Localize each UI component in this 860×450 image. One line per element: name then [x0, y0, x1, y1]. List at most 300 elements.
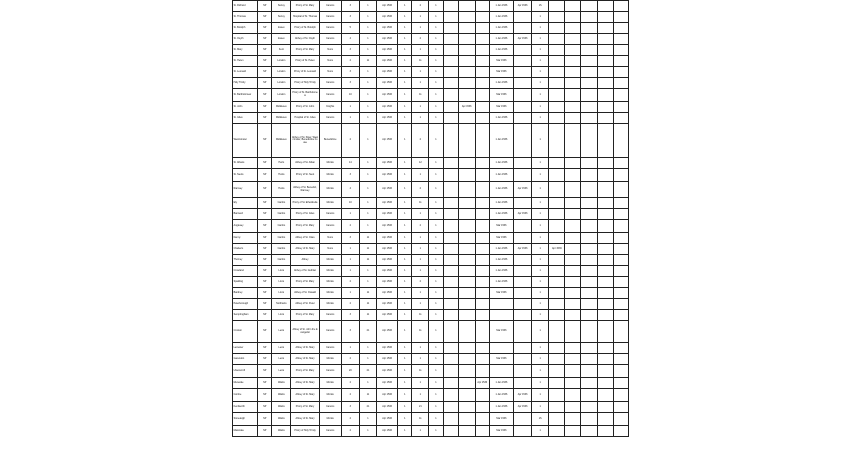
table-cell[interactable]: 11: [412, 198, 429, 209]
table-cell[interactable]: [443, 413, 458, 426]
table-cell[interactable]: [458, 233, 475, 244]
table-cell[interactable]: 1: [412, 78, 429, 89]
table-cell[interactable]: [443, 343, 458, 354]
table-cell[interactable]: 1: [412, 45, 429, 56]
table-cell[interactable]: Abbey of St. Mary: [291, 244, 319, 255]
table-cell[interactable]: [458, 209, 475, 220]
table-cell[interactable]: 1 Jan 1536: [489, 45, 513, 56]
table-cell[interactable]: [443, 321, 458, 343]
table-cell[interactable]: 1: [429, 389, 443, 402]
table-cell[interactable]: [565, 1, 581, 12]
table-cell[interactable]: Apr 1536: [475, 378, 489, 389]
table-cell[interactable]: 1: [359, 354, 376, 365]
table-cell[interactable]: [597, 378, 613, 389]
table-cell[interactable]: [613, 56, 628, 67]
table-cell[interactable]: [613, 113, 628, 124]
table-cell[interactable]: 1: [412, 266, 429, 277]
table-cell[interactable]: [475, 1, 489, 12]
table-cell[interactable]: 1: [532, 220, 549, 233]
table-cell[interactable]: 1: [429, 299, 443, 310]
table-cell[interactable]: [549, 402, 565, 413]
table-cell[interactable]: Benedictine: [319, 124, 341, 158]
table-cell[interactable]: Apr 1536: [377, 389, 398, 402]
table-cell[interactable]: [613, 244, 628, 255]
table-cell[interactable]: Ramsey: [233, 182, 258, 198]
table-cell[interactable]: [475, 343, 489, 354]
table-cell[interactable]: SP: [258, 288, 272, 299]
table-cell[interactable]: [613, 426, 628, 437]
table-cell[interactable]: 11: [412, 89, 429, 102]
table-cell[interactable]: 1: [359, 426, 376, 437]
table-cell[interactable]: Abbey of St. Oswald: [291, 288, 319, 299]
table-cell[interactable]: SP: [258, 233, 272, 244]
table-cell[interactable]: 1: [429, 1, 443, 12]
table-cell[interactable]: 1: [359, 277, 376, 288]
table-cell[interactable]: Mar 1536: [489, 288, 513, 299]
table-cell[interactable]: 1: [398, 1, 412, 12]
table-cell[interactable]: Apr 1536: [377, 78, 398, 89]
table-cell[interactable]: [597, 321, 613, 343]
table-cell[interactable]: [475, 78, 489, 89]
table-cell[interactable]: 1: [398, 255, 412, 266]
table-cell[interactable]: [514, 67, 532, 78]
table-cell[interactable]: [443, 102, 458, 113]
table-cell[interactable]: [597, 354, 613, 365]
table-cell[interactable]: Canons: [319, 321, 341, 343]
table-cell[interactable]: [581, 182, 597, 198]
table-cell[interactable]: [458, 413, 475, 426]
table-cell[interactable]: Monks: [319, 266, 341, 277]
table-cell[interactable]: 11: [412, 56, 429, 67]
table-cell[interactable]: 1: [412, 113, 429, 124]
table-cell[interactable]: 1: [532, 34, 549, 45]
table-cell[interactable]: Holy Trinity: [233, 78, 258, 89]
table-cell[interactable]: [443, 310, 458, 321]
table-cell[interactable]: [581, 56, 597, 67]
table-cell[interactable]: [597, 277, 613, 288]
table-cell[interactable]: Apr 1536: [377, 354, 398, 365]
table-cell[interactable]: [597, 182, 613, 198]
table-cell[interactable]: [549, 299, 565, 310]
table-cell[interactable]: Lincs: [272, 266, 291, 277]
table-cell[interactable]: [565, 113, 581, 124]
table-cell[interactable]: St. Richard: [233, 1, 258, 12]
table-cell[interactable]: [549, 102, 565, 113]
table-cell[interactable]: SP: [258, 158, 272, 169]
table-cell[interactable]: [597, 102, 613, 113]
table-cell[interactable]: [565, 233, 581, 244]
table-cell[interactable]: 1: [359, 158, 376, 169]
table-cell[interactable]: 2: [341, 124, 359, 158]
table-cell[interactable]: Monks: [319, 389, 341, 402]
table-cell[interactable]: [581, 378, 597, 389]
table-cell[interactable]: [549, 182, 565, 198]
table-cell[interactable]: 1: [429, 255, 443, 266]
table-cell[interactable]: 1 Jan 1536: [489, 124, 513, 158]
table-cell[interactable]: Priory of St. John: [291, 102, 319, 113]
table-cell[interactable]: Lincs: [272, 277, 291, 288]
table-cell[interactable]: 11: [359, 389, 376, 402]
table-cell[interactable]: Apr 1536: [377, 198, 398, 209]
table-cell[interactable]: [581, 23, 597, 34]
table-cell[interactable]: Canons: [319, 78, 341, 89]
table-cell[interactable]: 11: [359, 310, 376, 321]
table-cell[interactable]: 11: [359, 244, 376, 255]
table-cell[interactable]: SP: [258, 56, 272, 67]
table-cell[interactable]: [597, 34, 613, 45]
table-cell[interactable]: [613, 299, 628, 310]
table-cell[interactable]: Priory of St. Giles: [291, 209, 319, 220]
table-cell[interactable]: 1: [398, 426, 412, 437]
table-cell[interactable]: 20: [341, 365, 359, 378]
table-cell[interactable]: 1: [429, 233, 443, 244]
table-cell[interactable]: Merevale: [233, 378, 258, 389]
table-cell[interactable]: [565, 56, 581, 67]
table-cell[interactable]: Canons: [319, 402, 341, 413]
table-cell[interactable]: [458, 389, 475, 402]
table-cell[interactable]: [565, 67, 581, 78]
table-cell[interactable]: 1 Jan 1536: [489, 158, 513, 169]
table-cell[interactable]: 1: [412, 233, 429, 244]
table-cell[interactable]: 1: [429, 244, 443, 255]
table-cell[interactable]: 1: [398, 182, 412, 198]
table-cell[interactable]: [613, 365, 628, 378]
table-cell[interactable]: SP: [258, 169, 272, 182]
table-cell[interactable]: [581, 255, 597, 266]
table-cell[interactable]: [475, 89, 489, 102]
table-cell[interactable]: [489, 343, 513, 354]
table-cell[interactable]: [443, 402, 458, 413]
table-cell[interactable]: 1: [429, 321, 443, 343]
table-cell[interactable]: [475, 354, 489, 365]
table-cell[interactable]: [565, 288, 581, 299]
table-cell[interactable]: Apr 1536: [377, 255, 398, 266]
table-cell[interactable]: [514, 310, 532, 321]
table-cell[interactable]: [565, 158, 581, 169]
table-cell[interactable]: [565, 310, 581, 321]
table-cell[interactable]: [549, 233, 565, 244]
table-cell[interactable]: [565, 102, 581, 113]
table-cell[interactable]: [443, 45, 458, 56]
table-cell[interactable]: Knights: [319, 102, 341, 113]
table-cell[interactable]: [613, 288, 628, 299]
table-cell[interactable]: [549, 220, 565, 233]
table-cell[interactable]: 1: [412, 299, 429, 310]
table-cell[interactable]: 1: [532, 426, 549, 437]
table-cell[interactable]: [443, 426, 458, 437]
table-cell[interactable]: 1: [359, 89, 376, 102]
table-cell[interactable]: Mar 1536: [489, 354, 513, 365]
table-cell[interactable]: [458, 244, 475, 255]
table-cell[interactable]: 1: [532, 67, 549, 78]
table-cell[interactable]: [581, 89, 597, 102]
table-cell[interactable]: 3: [341, 310, 359, 321]
table-cell[interactable]: SP: [258, 378, 272, 389]
table-cell[interactable]: [581, 67, 597, 78]
table-cell[interactable]: 1: [359, 12, 376, 23]
table-cell[interactable]: 11: [359, 255, 376, 266]
table-cell[interactable]: SP: [258, 124, 272, 158]
table-cell[interactable]: [458, 426, 475, 437]
table-cell[interactable]: 1: [429, 124, 443, 158]
table-cell[interactable]: Apr 1536: [377, 169, 398, 182]
table-cell[interactable]: Apr 1536: [377, 266, 398, 277]
table-cell[interactable]: [565, 277, 581, 288]
table-cell[interactable]: [475, 56, 489, 67]
table-cell[interactable]: Apr 1536: [377, 402, 398, 413]
table-cell[interactable]: [549, 365, 565, 378]
table-cell[interactable]: 1: [412, 12, 429, 23]
table-cell[interactable]: [549, 343, 565, 354]
table-cell[interactable]: [565, 299, 581, 310]
table-cell[interactable]: Nuns: [319, 56, 341, 67]
table-cell[interactable]: [581, 244, 597, 255]
table-cell[interactable]: [565, 169, 581, 182]
table-cell[interactable]: 11: [359, 299, 376, 310]
table-cell[interactable]: [597, 266, 613, 277]
table-cell[interactable]: [475, 389, 489, 402]
table-cell[interactable]: Cambs: [272, 198, 291, 209]
table-cell[interactable]: Middlesex: [272, 124, 291, 158]
table-cell[interactable]: [565, 124, 581, 158]
table-cell[interactable]: Abbey of St. Clare: [291, 233, 319, 244]
table-cell[interactable]: [458, 1, 475, 12]
table-cell[interactable]: 1: [398, 233, 412, 244]
table-cell[interactable]: Hunts: [272, 169, 291, 182]
table-cell[interactable]: Barnwell: [233, 209, 258, 220]
table-cell[interactable]: [613, 78, 628, 89]
table-cell[interactable]: 4: [341, 182, 359, 198]
table-cell[interactable]: Priory of St. Botolph: [291, 23, 319, 34]
table-cell[interactable]: [597, 113, 613, 124]
table-cell[interactable]: 1: [532, 56, 549, 67]
table-cell[interactable]: Apr 1536: [549, 244, 565, 255]
table-cell[interactable]: Nuns: [319, 233, 341, 244]
table-cell[interactable]: 1: [429, 354, 443, 365]
table-cell[interactable]: 1: [429, 78, 443, 89]
table-cell[interactable]: 1: [412, 378, 429, 389]
table-cell[interactable]: Middlesex: [272, 113, 291, 124]
table-cell[interactable]: [565, 45, 581, 56]
table-cell[interactable]: St. Giles: [233, 113, 258, 124]
table-cell[interactable]: [565, 209, 581, 220]
table-cell[interactable]: [458, 113, 475, 124]
table-cell[interactable]: 1: [532, 233, 549, 244]
table-cell[interactable]: 3: [341, 12, 359, 23]
table-cell[interactable]: [443, 182, 458, 198]
table-cell[interactable]: 1: [429, 288, 443, 299]
table-cell[interactable]: [581, 299, 597, 310]
table-cell[interactable]: St. Helen: [233, 56, 258, 67]
table-cell[interactable]: Apr 1536: [377, 299, 398, 310]
table-cell[interactable]: [565, 23, 581, 34]
table-cell[interactable]: [597, 1, 613, 12]
table-cell[interactable]: 1: [398, 378, 412, 389]
table-cell[interactable]: [549, 124, 565, 158]
table-cell[interactable]: SP: [258, 220, 272, 233]
table-cell[interactable]: 2: [341, 389, 359, 402]
table-cell[interactable]: [443, 255, 458, 266]
table-cell[interactable]: 1: [398, 310, 412, 321]
table-cell[interactable]: 1 Jan 1536: [489, 182, 513, 198]
table-cell[interactable]: [581, 198, 597, 209]
table-cell[interactable]: 10: [341, 198, 359, 209]
table-cell[interactable]: [458, 89, 475, 102]
table-cell[interactable]: [514, 255, 532, 266]
table-cell[interactable]: [514, 220, 532, 233]
table-cell[interactable]: [581, 220, 597, 233]
table-cell[interactable]: Apr 1536: [377, 102, 398, 113]
table-cell[interactable]: [597, 233, 613, 244]
table-cell[interactable]: [443, 288, 458, 299]
table-cell[interactable]: 2: [341, 413, 359, 426]
table-cell[interactable]: Warks: [272, 426, 291, 437]
table-cell[interactable]: [581, 113, 597, 124]
table-cell[interactable]: 1: [398, 113, 412, 124]
table-cell[interactable]: [443, 266, 458, 277]
table-cell[interactable]: Abbey of St. Mary: [291, 354, 319, 365]
table-cell[interactable]: 1: [532, 23, 549, 34]
table-cell[interactable]: 11: [359, 56, 376, 67]
table-cell[interactable]: [597, 89, 613, 102]
table-cell[interactable]: 1: [532, 209, 549, 220]
table-cell[interactable]: 2: [412, 34, 429, 45]
table-cell[interactable]: Monks: [319, 198, 341, 209]
table-cell[interactable]: [475, 169, 489, 182]
table-cell[interactable]: [443, 12, 458, 23]
table-cell[interactable]: [443, 389, 458, 402]
table-cell[interactable]: [597, 426, 613, 437]
table-cell[interactable]: [475, 426, 489, 437]
table-cell[interactable]: Priory of St. Etheldreda: [291, 198, 319, 209]
table-cell[interactable]: [581, 158, 597, 169]
table-cell[interactable]: 1: [359, 343, 376, 354]
table-cell[interactable]: Priory of St. Mary: [291, 402, 319, 413]
table-cell[interactable]: Apr 1536: [377, 45, 398, 56]
table-cell[interactable]: [443, 169, 458, 182]
table-cell[interactable]: [549, 354, 565, 365]
table-cell[interactable]: Lincs: [272, 288, 291, 299]
table-cell[interactable]: Warks: [272, 402, 291, 413]
table-cell[interactable]: 1: [532, 378, 549, 389]
table-cell[interactable]: [475, 209, 489, 220]
table-cell[interactable]: [581, 169, 597, 182]
table-cell[interactable]: 1: [429, 113, 443, 124]
table-cell[interactable]: [443, 244, 458, 255]
table-cell[interactable]: 21: [412, 402, 429, 413]
table-cell[interactable]: [475, 198, 489, 209]
table-cell[interactable]: [597, 209, 613, 220]
table-cell[interactable]: [565, 12, 581, 23]
table-cell[interactable]: [565, 343, 581, 354]
table-cell[interactable]: SP: [258, 78, 272, 89]
table-cell[interactable]: [565, 426, 581, 437]
table-cell[interactable]: Hospital of St. Thomas: [291, 12, 319, 23]
table-cell[interactable]: 1: [359, 378, 376, 389]
table-cell[interactable]: 1: [398, 209, 412, 220]
table-cell[interactable]: [475, 244, 489, 255]
table-cell[interactable]: Canons: [319, 113, 341, 124]
table-cell[interactable]: Abbey of St. Mary: [291, 343, 319, 354]
table-cell[interactable]: 1 Jan 1536: [489, 402, 513, 413]
table-cell[interactable]: London: [272, 78, 291, 89]
table-cell[interactable]: Essex: [272, 23, 291, 34]
table-cell[interactable]: 1: [398, 321, 412, 343]
table-cell[interactable]: 1: [429, 182, 443, 198]
table-cell[interactable]: 1: [341, 288, 359, 299]
table-cell[interactable]: [514, 288, 532, 299]
table-cell[interactable]: [514, 158, 532, 169]
table-cell[interactable]: [475, 23, 489, 34]
table-cell[interactable]: Priory of St. Mary: [291, 220, 319, 233]
table-cell[interactable]: [597, 220, 613, 233]
table-cell[interactable]: 1: [412, 209, 429, 220]
table-cell[interactable]: 1 Jan 1536: [489, 244, 513, 255]
table-cell[interactable]: 1 Jan 1536: [489, 266, 513, 277]
table-cell[interactable]: Canons: [319, 12, 341, 23]
table-cell[interactable]: [549, 389, 565, 402]
table-cell[interactable]: 1 Jan 1536: [489, 12, 513, 23]
table-cell[interactable]: Mar 1536: [489, 413, 513, 426]
table-cell[interactable]: 1: [429, 102, 443, 113]
table-cell[interactable]: 1: [429, 310, 443, 321]
table-cell[interactable]: 1S: [532, 1, 549, 12]
table-cell[interactable]: 1 Jan 1536: [489, 378, 513, 389]
table-cell[interactable]: [443, 198, 458, 209]
table-cell[interactable]: [514, 56, 532, 67]
table-cell[interactable]: 1: [359, 113, 376, 124]
table-cell[interactable]: [458, 277, 475, 288]
table-cell[interactable]: Monks: [319, 169, 341, 182]
table-cell[interactable]: 1: [398, 402, 412, 413]
table-cell[interactable]: SP: [258, 1, 272, 12]
table-cell[interactable]: Leics: [272, 365, 291, 378]
table-cell[interactable]: 1: [429, 413, 443, 426]
table-cell[interactable]: [475, 158, 489, 169]
table-cell[interactable]: 1 Jan 1536: [489, 78, 513, 89]
table-cell[interactable]: [514, 277, 532, 288]
table-cell[interactable]: [458, 78, 475, 89]
table-cell[interactable]: Priory of Holy Trinity: [291, 78, 319, 89]
table-cell[interactable]: 1: [341, 209, 359, 220]
table-cell[interactable]: [443, 1, 458, 12]
table-cell[interactable]: [581, 310, 597, 321]
table-cell[interactable]: 5: [341, 23, 359, 34]
table-cell[interactable]: 4: [341, 34, 359, 45]
table-cell[interactable]: 1: [532, 389, 549, 402]
table-cell[interactable]: 10: [341, 89, 359, 102]
table-cell[interactable]: SP: [258, 45, 272, 56]
table-cell[interactable]: [443, 124, 458, 158]
table-cell[interactable]: Cambs: [272, 244, 291, 255]
table-cell[interactable]: 2: [412, 182, 429, 198]
table-cell[interactable]: [597, 244, 613, 255]
table-cell[interactable]: [581, 389, 597, 402]
table-cell[interactable]: [549, 426, 565, 437]
table-cell[interactable]: [565, 220, 581, 233]
table-cell[interactable]: 3: [341, 233, 359, 244]
table-cell[interactable]: Canons: [319, 343, 341, 354]
table-cell[interactable]: Surrey: [272, 1, 291, 12]
table-cell[interactable]: 1: [532, 45, 549, 56]
table-cell[interactable]: London: [272, 67, 291, 78]
table-cell[interactable]: SP: [258, 354, 272, 365]
table-cell[interactable]: St. Leonard: [233, 67, 258, 78]
table-cell[interactable]: 1: [429, 56, 443, 67]
table-cell[interactable]: 1: [412, 23, 429, 34]
table-cell[interactable]: 1: [359, 23, 376, 34]
table-cell[interactable]: Nuns: [319, 67, 341, 78]
